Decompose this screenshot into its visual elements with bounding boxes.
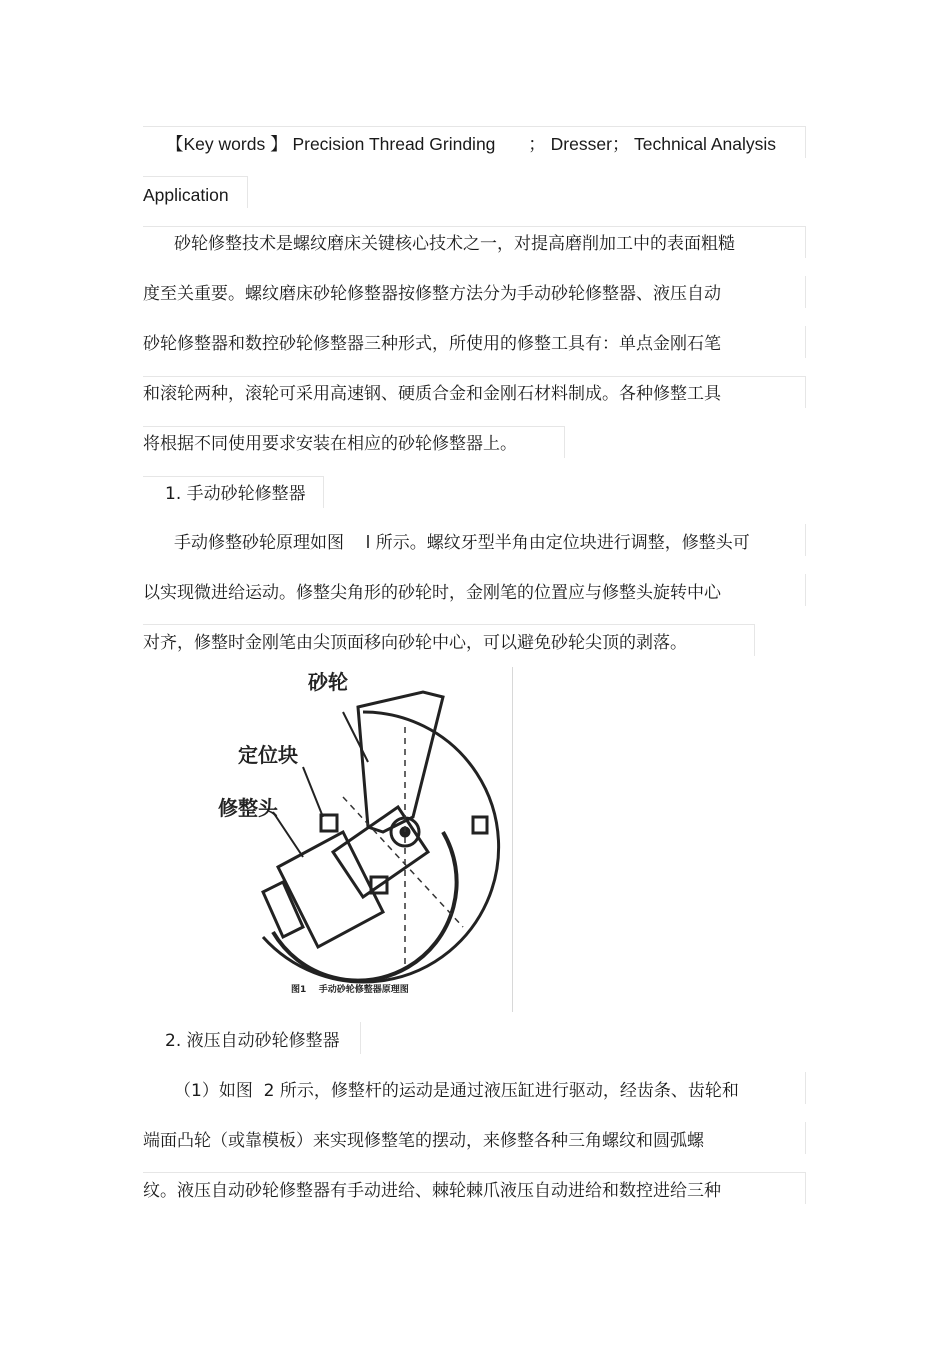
scan-rule — [805, 326, 806, 358]
section1-line-1: 手动修整砂轮原理如图 l 所示。螺纹牙型半角由定位块进行调整，修整头可 — [174, 533, 750, 553]
scan-rule — [805, 1172, 806, 1204]
leader-wheel — [343, 712, 368, 762]
scan-rule — [323, 476, 324, 508]
label-wheel: 砂轮 — [308, 670, 348, 694]
intro-line-1: 砂轮修整技术是螺纹磨床关键核心技术之一，对提高磨削加工中的表面粗糙 — [174, 234, 735, 254]
scan-rule — [805, 376, 806, 408]
keywords-line-2: Application — [143, 185, 229, 205]
intro-line-3: 砂轮修整器和数控砂轮修整器三种形式，所使用的修整工具有：单点金刚石笔 — [143, 334, 721, 354]
section2-line-3: 纹。液压自动砂轮修整器有手动进给、棘轮棘爪液压自动进给和数控进给三种 — [143, 1181, 721, 1201]
locator-block — [321, 815, 337, 831]
keywords-line — [166, 132, 776, 156]
label-dressing-head: 修整头 — [218, 796, 278, 820]
leader-locator — [303, 767, 323, 817]
scan-rule — [805, 126, 806, 158]
dressing-head-block — [278, 832, 383, 947]
section2-line-1: （1）如图 2 所示，修整杆的运动是通过液压缸进行驱动，经齿条、齿轮和 — [174, 1081, 739, 1101]
scan-rule — [143, 376, 806, 377]
keyword-2: Dresser — [550, 134, 612, 154]
figure-1-caption: 图1 手动砂轮修整器原理图 — [291, 985, 409, 995]
label-locator: 定位块 — [238, 743, 298, 767]
right-block — [473, 817, 487, 833]
scan-rule — [754, 624, 755, 656]
scan-rule — [564, 426, 565, 458]
keyword-1: Precision Thread Grinding — [292, 134, 496, 154]
scan-rule — [143, 126, 806, 127]
keyword-sep: ； — [611, 134, 630, 154]
section1-heading: 1. 手动砂轮修整器 — [165, 484, 306, 504]
wheel-outer-arc — [263, 712, 499, 982]
scan-rule — [143, 1172, 806, 1173]
section1-line-3: 对齐，修整时金刚笔由尖顶面移向砂轮中心，可以避免砂轮尖顶的剥落。 — [143, 633, 687, 653]
section2-heading: 2. 液压自动砂轮修整器 — [165, 1031, 340, 1051]
intro-line-5: 将根据不同使用要求安装在相应的砂轮修整器上。 — [143, 434, 517, 454]
scan-rule — [805, 226, 806, 258]
figure-1-dresser-diagram — [143, 667, 515, 1012]
scan-rule — [805, 574, 806, 606]
intro-line-2: 度至关重要。螺纹磨床砂轮修整器按修整方法分为手动砂轮修整器、液压自动 — [143, 284, 721, 304]
keywords-close: 】 — [270, 134, 288, 154]
scan-rule — [805, 524, 806, 556]
dressing-head-knob — [263, 882, 303, 937]
keyword-3: Technical Analysis — [633, 134, 777, 154]
scan-rule — [247, 176, 248, 208]
scan-rule — [143, 176, 247, 177]
scan-rule — [360, 1022, 361, 1054]
figure-1-svg — [143, 667, 515, 1012]
scan-rule — [143, 624, 755, 625]
section2-line-2: 端面凸轮（或靠模板）来实现修整笔的摆动，来修整各种三角螺纹和圆弧螺 — [143, 1131, 704, 1151]
keyword-sep: ； — [528, 134, 546, 154]
scan-rule — [143, 476, 323, 477]
scan-rule — [143, 426, 564, 427]
section1-line-2: 以实现微进给运动。修整尖角形的砂轮时，金刚笔的位置应与修整头旋转中心 — [143, 583, 721, 603]
intro-line-4: 和滚轮两种，滚轮可采用高速钢、硬质合金和金刚石材料制成。各种修整工具 — [143, 384, 721, 404]
scan-rule — [143, 226, 806, 227]
keywords-open: 【Key words — [166, 134, 271, 154]
scan-rule — [805, 1122, 806, 1154]
scan-rule — [805, 1072, 806, 1104]
scan-rule — [805, 276, 806, 308]
